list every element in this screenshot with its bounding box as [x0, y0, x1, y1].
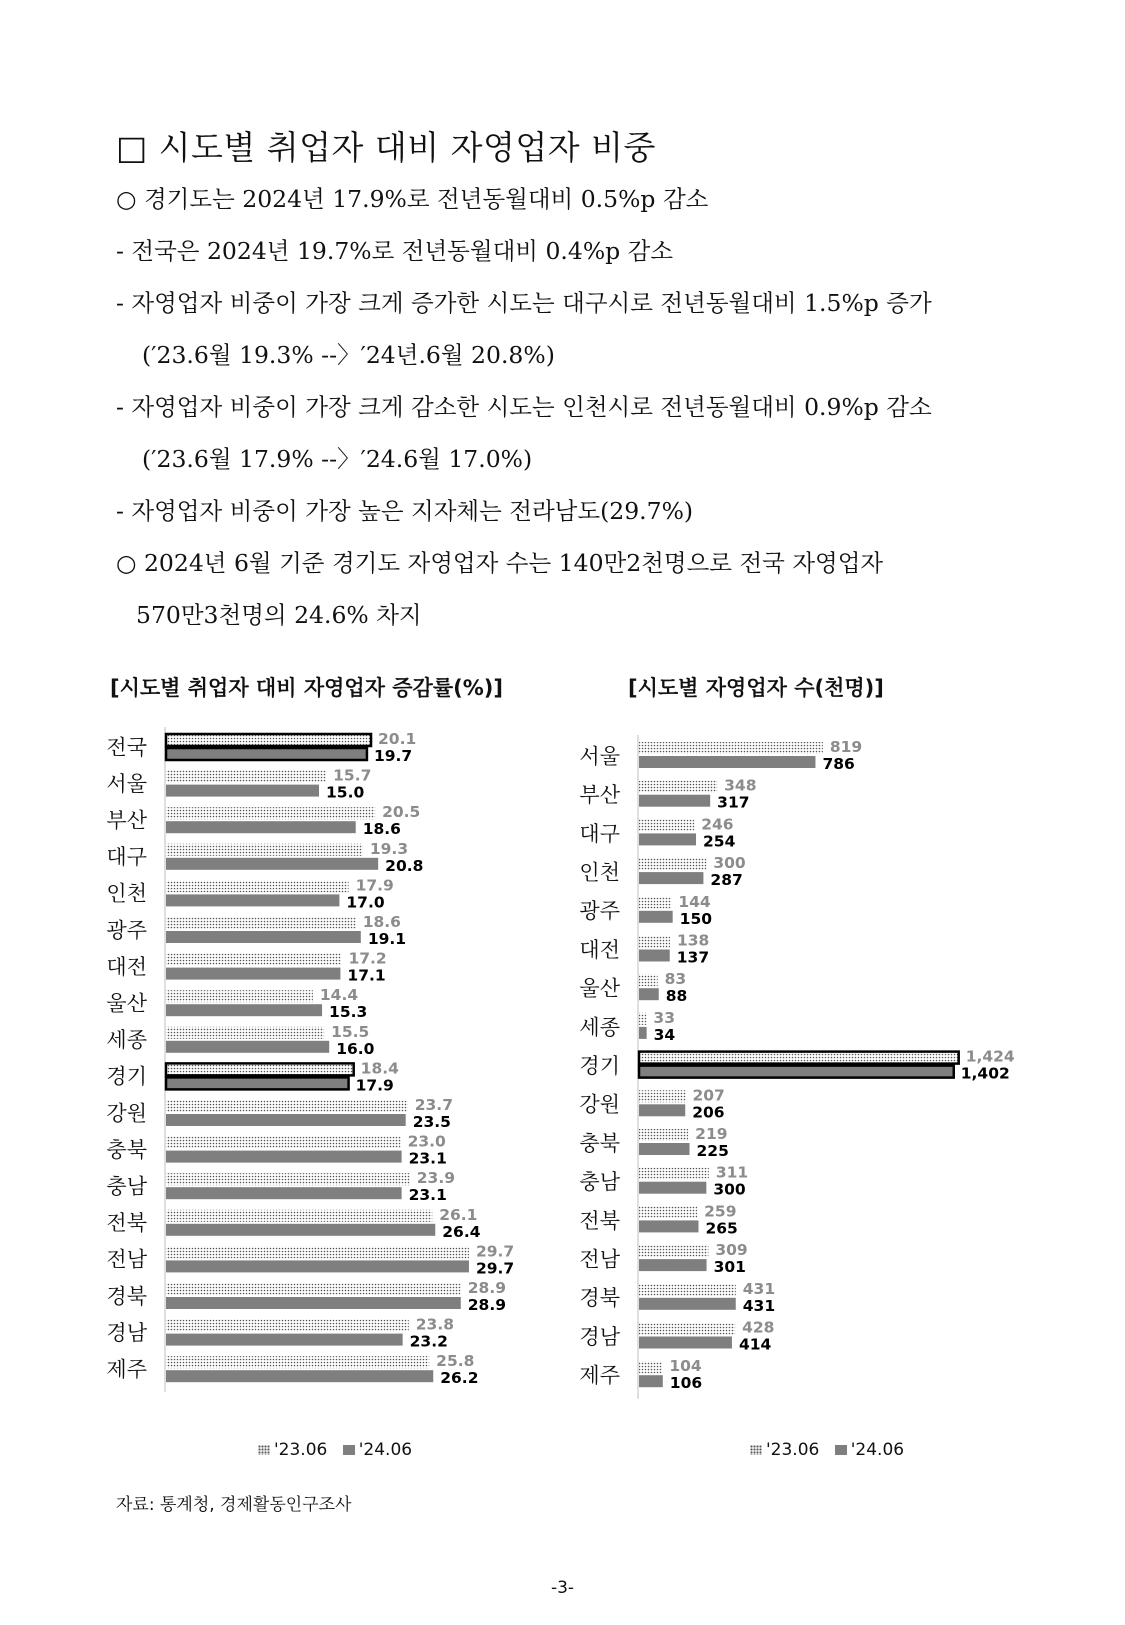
category-label: 강원 [579, 1092, 620, 1117]
summary-line-6: (′23.6월 17.9% --〉′24.6월 17.0%) [142, 445, 533, 473]
bar-2023 [639, 858, 706, 870]
category-label: 경기 [579, 1053, 620, 1078]
data-label-2023: 15.5 [331, 1022, 370, 1041]
bar-2024 [639, 1220, 698, 1232]
chart-1-legend [248, 1440, 412, 1460]
data-label-2024: 26.4 [442, 1222, 481, 1241]
bar-2024 [166, 821, 356, 833]
data-label-2023: 26.1 [439, 1205, 478, 1224]
bar-2023 [639, 1013, 646, 1025]
summary-line-9: 570만3천명의 24.6% 차지 [136, 601, 422, 629]
legend-label-2024: '24.06 [850, 1440, 905, 1460]
category-label: 울산 [106, 991, 147, 1016]
summary-line-2: - 전국은 2024년 19.7%로 전년동월대비 0.4%p 감소 [116, 237, 674, 265]
bar-2024 [639, 911, 673, 923]
category-label: 인천 [106, 881, 147, 906]
category-label: 전국 [106, 735, 147, 760]
bar-2024 [639, 988, 659, 1000]
data-label-2023: 1,424 [965, 1047, 1015, 1066]
category-label: 서울 [579, 744, 620, 769]
data-label-2024: 23.5 [412, 1113, 451, 1131]
category-label: 부산 [579, 783, 620, 808]
category-label: 제주 [106, 1357, 147, 1382]
data-label-2023: 23.7 [414, 1096, 453, 1114]
category-label: 경북 [106, 1284, 147, 1309]
category-label: 세종 [579, 1015, 620, 1040]
data-label-2024: 29.7 [475, 1259, 515, 1278]
bar-2024 [166, 858, 378, 870]
bar-2023 [639, 1090, 685, 1102]
bar-2024 [166, 1297, 461, 1309]
data-label-2023: 138 [676, 931, 710, 950]
bar-2024 [639, 756, 815, 768]
category-label: 경북 [579, 1286, 620, 1311]
data-label-2024: 17.9 [355, 1076, 394, 1095]
data-label-2024: 150 [679, 909, 713, 928]
data-label-2023: 18.4 [360, 1059, 399, 1078]
bar-2023 [166, 917, 356, 929]
data-label-2024: 225 [696, 1142, 729, 1160]
data-label-2023: 428 [742, 1318, 775, 1337]
category-label: 경남 [579, 1324, 620, 1349]
bar-2023 [639, 1245, 708, 1257]
data-label-2024: 300 [713, 1180, 746, 1199]
bar-2023 [166, 807, 375, 819]
data-label-2024: 28.9 [467, 1296, 507, 1314]
category-label: 충북 [106, 1137, 147, 1162]
data-label-2023: 23.9 [416, 1169, 456, 1188]
data-label-2024: 254 [703, 832, 736, 851]
bar-2024 [166, 1187, 402, 1199]
bar-2024 [166, 968, 340, 980]
bar-2024 [639, 1337, 732, 1349]
bar-2023 [639, 936, 670, 948]
bar-2023 [166, 1320, 409, 1332]
data-label-2024: 23.1 [408, 1186, 447, 1205]
data-label-2024: 18.6 [362, 820, 401, 839]
data-label-2023: 348 [724, 776, 757, 795]
legend-swatch-2024 [343, 1445, 355, 1455]
data-label-2024: 16.0 [336, 1039, 375, 1058]
bar-2024 [166, 1077, 349, 1089]
bar-2023 [639, 1361, 662, 1373]
legend-swatch-2023 [750, 1445, 762, 1455]
bar-2024 [639, 1104, 685, 1116]
bar-2023 [166, 954, 341, 966]
data-label-2024: 34 [653, 1025, 676, 1044]
bar-2024 [166, 1260, 469, 1272]
legend-swatch-2023 [258, 1445, 270, 1455]
bar-2024 [166, 785, 319, 797]
bar-2024 [166, 1370, 433, 1382]
data-label-2024: 23.1 [408, 1149, 447, 1168]
data-label-2023: 207 [692, 1086, 725, 1105]
bar-2024 [639, 872, 703, 884]
category-label: 서울 [106, 771, 147, 796]
category-label: 전북 [106, 1211, 147, 1236]
bar-2023 [166, 734, 371, 746]
data-label-2023: 309 [715, 1241, 748, 1260]
data-label-2024: 414 [738, 1335, 772, 1354]
bar-2023 [166, 880, 349, 892]
bar-2023 [639, 1284, 736, 1296]
bar-2023 [639, 781, 717, 793]
bar-2023 [166, 771, 326, 783]
data-label-2024: 19.1 [367, 930, 407, 948]
data-label-2023: 29.7 [475, 1242, 515, 1261]
bar-2023 [166, 1100, 408, 1112]
data-label-2024: 1,402 [960, 1064, 1010, 1083]
bar-2023 [166, 1356, 429, 1368]
category-label: 부산 [106, 808, 147, 833]
page-number: -3- [550, 1578, 575, 1598]
data-label-2024: 19.7 [373, 747, 413, 765]
data-label-2024: 106 [669, 1374, 703, 1393]
category-label: 대구 [106, 845, 147, 870]
bar-2024 [639, 1066, 954, 1078]
bar-2024 [166, 931, 361, 943]
data-label-2024: 20.8 [385, 856, 424, 875]
bar-2023 [639, 1323, 735, 1335]
bar-2024 [639, 1259, 707, 1271]
summary-line-3: - 자영업자 비중이 가장 크게 증가한 시도는 대구시로 전년동월대비 1.5%p 증가 [116, 289, 932, 317]
bar-2023 [166, 1246, 469, 1258]
data-label-2023: 19.3 [369, 839, 409, 858]
data-label-2023: 25.8 [436, 1352, 475, 1371]
summary-line-5: - 자영업자 비중이 가장 크게 감소한 시도는 인천시로 전년동월대비 0.9%p 감소 [116, 393, 932, 421]
data-label-2023: 819 [829, 738, 863, 756]
bar-2024 [639, 1027, 647, 1039]
data-label-2023: 14.4 [319, 986, 359, 1005]
bar-2023 [639, 1129, 688, 1141]
category-label: 충북 [579, 1131, 620, 1156]
data-label-2023: 311 [715, 1163, 749, 1182]
category-label: 광주 [106, 918, 147, 943]
data-label-2023: 219 [695, 1125, 728, 1143]
bar-2023 [639, 1052, 959, 1064]
data-label-2024: 88 [665, 987, 688, 1006]
data-label-2023: 20.1 [378, 730, 417, 748]
legend-swatch-2024 [835, 1445, 847, 1455]
category-label: 세종 [106, 1028, 147, 1053]
bar-2023 [166, 1210, 432, 1222]
bar-2024 [166, 1334, 403, 1346]
legend-label-2023: '23.06 [766, 1440, 820, 1460]
data-label-2023: 23.0 [407, 1132, 446, 1151]
data-label-2024: 317 [717, 793, 750, 812]
page-heading: □ 시도별 취업자 대비 자영업자 비중 [116, 128, 656, 167]
category-label: 울산 [579, 976, 620, 1001]
data-label-2023: 246 [701, 815, 734, 834]
category-label: 광주 [579, 899, 620, 924]
category-label: 경남 [106, 1320, 147, 1345]
category-label: 대구 [579, 821, 620, 846]
data-label-2024: 265 [705, 1219, 738, 1238]
data-label-2024: 15.0 [326, 783, 365, 802]
data-label-2023: 300 [713, 854, 746, 873]
data-label-2023: 33 [653, 1008, 675, 1027]
data-label-2024: 17.0 [346, 893, 385, 912]
bar-2024 [166, 748, 367, 760]
bar-2024 [166, 1041, 329, 1053]
data-label-2024: 786 [822, 755, 855, 773]
data-label-2024: 15.3 [329, 1003, 368, 1022]
bar-2023 [166, 1173, 410, 1185]
data-label-2024: 206 [692, 1103, 725, 1122]
data-label-2023: 17.2 [348, 949, 387, 968]
category-label: 대전 [106, 954, 147, 979]
bar-2024 [166, 894, 339, 906]
bar-2024 [639, 950, 670, 962]
data-label-2023: 83 [664, 970, 687, 989]
chart-2-legend [740, 1440, 904, 1460]
data-source: 자료: 통계청, 경제활동인구조사 [116, 1495, 352, 1515]
bar-2023 [166, 844, 363, 856]
data-label-2024: 26.2 [440, 1369, 479, 1388]
bar-2024 [166, 1151, 402, 1163]
bar-2024 [639, 833, 696, 845]
data-label-2024: 287 [710, 871, 743, 890]
data-label-2024: 431 [742, 1296, 776, 1315]
data-label-2023: 259 [704, 1202, 737, 1221]
category-label: 경기 [106, 1064, 147, 1089]
category-label: 전남 [106, 1247, 147, 1272]
bar-2023 [639, 1168, 709, 1180]
data-label-2024: 301 [713, 1258, 746, 1277]
category-label: 전북 [579, 1208, 620, 1233]
data-label-2023: 144 [678, 892, 711, 911]
bar-2023 [639, 974, 658, 986]
bar-2024 [639, 1143, 690, 1155]
data-label-2023: 20.5 [382, 803, 421, 822]
category-label: 충남 [579, 1170, 620, 1195]
summary-line-1: ○ 경기도는 2024년 17.9%로 전년동월대비 0.5%p 감소 [116, 185, 709, 213]
data-label-2024: 23.2 [409, 1332, 448, 1351]
self-employed-count-bar-chart [579, 735, 1090, 1415]
chart-1-title: [시도별 취업자 대비 자영업자 증감률(%)] [110, 676, 503, 700]
bar-2023 [639, 742, 823, 754]
category-label: 제주 [579, 1363, 620, 1388]
bar-2023 [166, 1283, 461, 1295]
bar-2023 [166, 1063, 354, 1075]
data-label-2023: 28.9 [467, 1279, 507, 1297]
data-label-2023: 18.6 [362, 913, 401, 931]
bar-2023 [639, 897, 671, 909]
bar-2023 [166, 1027, 324, 1039]
category-label: 전남 [579, 1247, 620, 1272]
category-label: 대전 [579, 937, 620, 962]
bar-2024 [639, 1298, 736, 1310]
data-label-2023: 104 [669, 1357, 702, 1376]
category-label: 인천 [579, 860, 620, 885]
category-label: 충남 [106, 1174, 147, 1199]
bar-2024 [639, 1182, 706, 1194]
bar-2023 [639, 819, 694, 831]
data-label-2023: 23.8 [415, 1315, 455, 1334]
legend-label-2024: '24.06 [358, 1440, 413, 1460]
bar-2023 [166, 990, 313, 1002]
chart-2-title: [시도별 자영업자 수(천명)] [628, 676, 884, 700]
bar-2024 [166, 1224, 435, 1236]
summary-line-8: ○ 2024년 6월 기준 경기도 자영업자 수는 140만2천명으로 전국 자영업자 [116, 549, 884, 577]
data-label-2023: 17.9 [355, 876, 394, 895]
bar-2024 [166, 1114, 406, 1126]
data-label-2024: 137 [676, 948, 710, 967]
category-label: 강원 [106, 1101, 147, 1126]
bar-2024 [166, 1004, 322, 1016]
bar-2023 [639, 1206, 697, 1218]
data-label-2024: 17.1 [347, 966, 386, 985]
bar-2023 [166, 1137, 401, 1149]
summary-line-4: (′23.6월 19.3% --〉′24년.6월 20.8%) [142, 341, 555, 369]
ratio-bar-chart [95, 725, 565, 1410]
legend-label-2023: '23.06 [274, 1440, 328, 1460]
data-label-2023: 15.7 [333, 766, 372, 785]
data-label-2023: 431 [742, 1279, 776, 1298]
bar-2024 [639, 1375, 663, 1387]
bar-2024 [639, 795, 710, 807]
summary-line-7: - 자영업자 비중이 가장 높은 지자체는 전라남도(29.7%) [116, 497, 694, 525]
